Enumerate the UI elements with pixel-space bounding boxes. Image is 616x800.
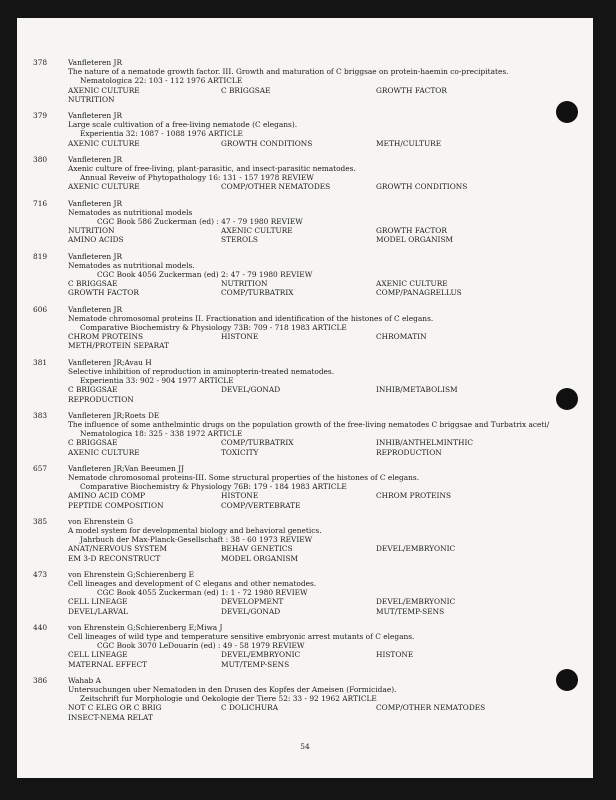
keyword: AMINO ACIDS: [68, 235, 124, 245]
bibliography-entry: [17, 111, 593, 148]
keyword: AXENIC CULTURE: [68, 447, 140, 457]
keyword-row: [17, 448, 593, 457]
keyword: GROWTH CONDITIONS: [376, 182, 468, 192]
keyword-row: [17, 95, 593, 104]
keyword: CHROM PROTEINS: [376, 491, 452, 501]
entry-author: Vanfleteren JR: [68, 58, 123, 67]
bibliography-entry: [17, 155, 593, 192]
entry-title: Axenic culture of free-living, plant-parasitic, and insect-parasitic nematodes.: [68, 164, 356, 174]
keyword: METH/CULTURE: [376, 138, 442, 148]
keyword: INHIB/METABOLISM: [376, 385, 458, 395]
keyword: COMP/PANAGRELLUS: [376, 288, 462, 298]
keyword-row: [17, 438, 593, 447]
bibliography-entry: [17, 676, 593, 722]
keyword: GROWTH FACTOR: [68, 288, 139, 298]
keyword: [221, 341, 376, 350]
entry-citation: Jahrbuch der Max-Planck-Gesellschaft : 38 - 60 1973 REVIEW: [80, 535, 313, 545]
keyword: C BRIGGSAE: [68, 279, 118, 289]
keyword-row: [17, 332, 593, 341]
keyword: [221, 395, 376, 404]
keyword: NUTRITION: [221, 279, 268, 289]
entry-number: 716: [33, 198, 48, 208]
keyword-row: [17, 385, 593, 394]
entry-citation: Experientia 32: 1087 - 1088 1976 ARTICLE: [80, 129, 243, 139]
bibliography-entry: [17, 464, 593, 510]
entry-title: Large scale cultivation of a free-living nematode (C elegans).: [68, 120, 298, 130]
keyword: [221, 713, 376, 722]
entry-title: Nematodes as nutritional models.: [68, 260, 195, 270]
keyword: COMP/TURBATRIX: [221, 288, 294, 298]
entry-author: Vanfleteren JR;Roets DE: [68, 410, 160, 420]
entry-author: Wahab A: [68, 675, 101, 685]
entry-number: 378: [33, 58, 48, 67]
bibliography-entry: [17, 252, 593, 298]
entry-title: The influence of some anthelmintic drugs on the population growth of the free-living nematodes C briggsae and Turbatrix aceti/: [68, 419, 550, 429]
entry-author: Vanfleteren JR: [68, 251, 123, 261]
keyword: CELL LINEAGE: [68, 597, 128, 607]
document-page: [17, 18, 593, 778]
keyword: HISTONE: [376, 650, 414, 660]
entry-title: Cell lineages of wild type and temperature sensitive embryonic arrest mutants of C elegans.: [68, 631, 415, 641]
keyword-row: [17, 279, 593, 288]
keyword: DEVEL/GONAD: [221, 385, 281, 395]
keyword: C BRIGGSAE: [68, 385, 118, 395]
keyword-row: [17, 597, 593, 606]
keyword-row: [17, 544, 593, 553]
entry-citation: Comparative Biochemistry & Physiology 73B: 709 - 718 1983 ARTICLE: [80, 323, 347, 333]
bibliography-entry: [17, 623, 593, 669]
keyword: C DOLICHURA: [221, 703, 279, 713]
entry-citation: Experientia 33: 902 - 904 1977 ARTICLE: [80, 376, 234, 386]
entry-number: 440: [33, 622, 48, 632]
bibliography-entry: [17, 305, 593, 351]
keyword-row: [17, 501, 593, 510]
entry-number: 385: [33, 516, 48, 526]
keyword: HISTONE: [221, 491, 259, 501]
keyword: AXENIC CULTURE: [221, 226, 293, 236]
entry-number: 379: [33, 111, 48, 121]
keyword: CELL LINEAGE: [68, 650, 128, 660]
entry-author: von Ehrenstein G;Schierenberg E: [68, 569, 195, 579]
bibliography-entry: [17, 358, 593, 404]
keyword: GROWTH FACTOR: [376, 85, 447, 95]
entry-number: 380: [33, 154, 48, 164]
keyword: CHROMATIN: [376, 332, 427, 342]
entry-author: Vanfleteren JR: [68, 154, 123, 164]
keyword: MATERNAL EFFECT: [68, 659, 148, 669]
keyword-row: [17, 288, 593, 297]
keyword: DEVEL/GONAD: [221, 606, 281, 616]
keyword: NOT C ELEG OR C BRIG: [68, 703, 162, 713]
entry-citation: CGC Book 586 Zuckerman (ed) : 47 - 79 1980 REVIEW: [97, 217, 303, 227]
keyword: AXENIC CULTURE: [376, 279, 448, 289]
keyword-row: [17, 703, 593, 712]
keyword-row: [17, 554, 593, 563]
keyword-row: [17, 86, 593, 95]
keyword: MODEL ORGANISM: [221, 553, 299, 563]
entry-title: Nematode chromosomal proteins II. Fractionation and identification of the histones of C elegans.: [68, 313, 434, 323]
entry-author: Vanfleteren JR: [68, 304, 123, 314]
entry-title: Nematodes as nutritional models: [68, 207, 193, 217]
bibliography-entry: [17, 570, 593, 616]
entry-number: 383: [33, 410, 48, 420]
entry-author: von Ehrenstein G: [68, 516, 134, 526]
keyword: NUTRITION: [68, 226, 115, 236]
entry-title: Cell lineages and development of C elegans and other nematodes.: [68, 578, 317, 588]
keyword: CHROM PROTEINS: [68, 332, 144, 342]
entry-citation: CGC Book 4055 Zuckerman (ed) 1: 1 - 72 1980 REVIEW: [97, 588, 308, 598]
entry-title: Nematode chromosomal proteins-III. Some structural properties of the histones of C elegans.: [68, 472, 420, 482]
entry-author: Vanfleteren JR;Van Beeumen JJ: [68, 463, 185, 473]
keyword: MUT/TEMP-SENS: [221, 659, 290, 669]
keyword: AMINO ACID COMP: [68, 491, 146, 501]
entry-citation: Zeitschrift fur Morphologie und Oekologie der Tiere 52: 33 - 92 1962 ARTICLE: [80, 694, 377, 704]
bibliography-list: [17, 58, 593, 729]
bibliography-entry: [17, 517, 593, 563]
entry-title: The nature of a nematode growth factor. III. Growth and maturation of C briggsae on protein-haemin co-precipitates.: [68, 67, 509, 77]
entry-citation: Comparative Biochemistry & Physiology 76B: 179 - 184 1983 ARTICLE: [80, 482, 347, 492]
keyword-row: [17, 491, 593, 500]
entry-title: Untersuchungen uber Nematoden in den Drusen des Kopfes der Ameisen (Formicidae).: [68, 684, 397, 694]
entry-citation: CGC Book 3070 LeDouarin (ed) : 49 - 58 1979 REVIEW: [97, 641, 305, 651]
keyword: REPRODUCTION: [68, 394, 134, 404]
keyword: AXENIC CULTURE: [68, 182, 140, 192]
keyword: MODEL ORGANISM: [376, 235, 454, 245]
keyword: METH/PROTEIN SEPARAT: [68, 341, 169, 351]
keyword-row: [17, 395, 593, 404]
entry-citation: Nematologica 22: 103 - 112 1976 ARTICLE: [80, 76, 243, 86]
keyword: MUT/TEMP-SENS: [376, 606, 445, 616]
keyword-row: [17, 341, 593, 350]
keyword-row: [17, 235, 593, 244]
keyword: INSECT-NEMA RELAT: [68, 712, 153, 722]
keyword: C BRIGGSAE: [68, 438, 118, 448]
entry-citation: CGC Book 4056 Zuckerman (ed) 2: 47 - 79 1980 REVIEW: [97, 270, 313, 280]
keyword: TOXICITY: [221, 447, 259, 457]
keyword: PEPTIDE COMPOSITION: [68, 500, 164, 510]
keyword: COMP/TURBATRIX: [221, 438, 294, 448]
keyword-row: [17, 139, 593, 148]
entry-author: von Ehrenstein G;Schierenberg E;Miwa J: [68, 622, 223, 632]
entry-number: 386: [33, 675, 48, 685]
keyword: DEVEL/EMBRYONIC: [376, 597, 456, 607]
entry-citation: Annual Reveiw of Phytopathology 16: 131 - 157 1978 REVIEW: [80, 173, 314, 183]
keyword: REPRODUCTION: [376, 447, 442, 457]
entry-number: 381: [33, 357, 48, 367]
keyword-row: [17, 660, 593, 669]
entry-title: A model system for developmental biology and behavioral genetics.: [68, 525, 322, 535]
keyword: GROWTH FACTOR: [376, 226, 447, 236]
bibliography-entry: [17, 411, 593, 457]
entry-number: 819: [33, 251, 48, 261]
keyword: BEHAV GENETICS: [221, 544, 293, 554]
keyword: DEVEL/LARVAL: [68, 606, 129, 616]
bibliography-entry: [17, 58, 593, 104]
keyword-row: [17, 226, 593, 235]
entry-number: 606: [33, 304, 48, 314]
keyword: COMP/OTHER NEMATODES: [376, 703, 486, 713]
keyword: [221, 95, 376, 104]
keyword: INHIB/ANTHELMINTHIC: [376, 438, 474, 448]
keyword: STEROLS: [221, 235, 258, 245]
keyword: GROWTH CONDITIONS: [221, 138, 313, 148]
bibliography-entry: [17, 199, 593, 245]
page-number: 54: [300, 742, 310, 751]
entry-number: 657: [33, 463, 48, 473]
keyword: COMP/OTHER NEMATODES: [221, 182, 331, 192]
keyword: NUTRITION: [68, 94, 115, 104]
keyword: HISTONE: [221, 332, 259, 342]
keyword: C BRIGGSAE: [221, 85, 271, 95]
keyword-row: [17, 650, 593, 659]
entry-author: Vanfleteren JR: [68, 111, 123, 121]
keyword: EM 3-D RECONSTRUCT: [68, 553, 161, 563]
entry-author: Vanfleteren JR;Avau H: [68, 357, 152, 367]
entry-number: 473: [33, 569, 48, 579]
keyword: DEVELOPMENT: [221, 597, 284, 607]
entry-author: Vanfleteren JR: [68, 198, 123, 208]
keyword: DEVEL/EMBRYONIC: [376, 544, 456, 554]
entry-title: Selective inhibition of reproduction in aminopterin-treated nematodes.: [68, 366, 335, 376]
keyword-row: [17, 182, 593, 191]
keyword: AXENIC CULTURE: [68, 138, 140, 148]
keyword: COMP/VERTEBRATE: [221, 500, 301, 510]
keyword: AXENIC CULTURE: [68, 85, 140, 95]
entry-citation: Nematologica 18: 325 - 338 1972 ARTICLE: [80, 429, 243, 439]
keyword-row: [17, 713, 593, 722]
keyword-row: [17, 607, 593, 616]
keyword: ANAT/NERVOUS SYSTEM: [68, 544, 168, 554]
keyword: DEVEL/EMBRYONIC: [221, 650, 301, 660]
